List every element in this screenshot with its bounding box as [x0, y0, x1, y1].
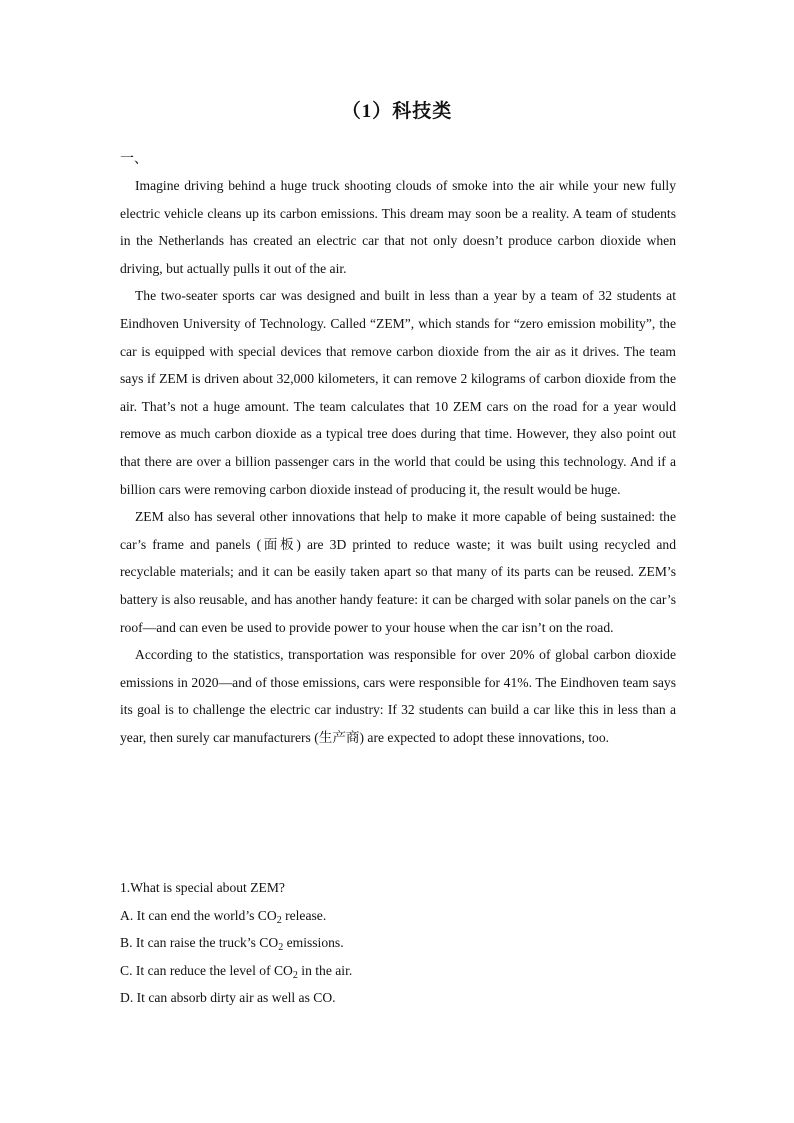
question-stem: 1.What is special about ZEM? — [120, 880, 285, 895]
paragraph-2: The two-seater sports car was designed and built in less than a year by a team of 32 students at Eindhoven University of Technology. Called “ZEM”, which stands for “zero emission mobility”, the car is equipped with special devices that remove carbon dioxide from the air as it drives. The team says if ZEM is driven about 32,000 kilometers, it can remove 2 kilograms of carbon dioxide from the air. That’s not a huge amount. The team calculates that 10 ZEM cars on the road for a year would remove as much carbon dioxide as a typical tree does during that time. However, they also point out that there are over a billion passenger cars in the world that could be using this technology. And if a billion cars were removing carbon dioxide instead of producing it, the result would be huge. — [120, 288, 676, 497]
section-number: 一、 — [120, 152, 148, 167]
option-d: D. It can absorb dirty air as well as CO. — [120, 990, 336, 1006]
paragraph-4: According to the statistics, transportation was responsible for over 20% of global carbon dioxide emissions in 2020—and of those emissions, cars were responsible for 41%. The Eindhoven team says its goal is to challenge the electric car industry: If 32 students can build a car like this in less than a year, then surely car manufacturers (生产商) are expected to adopt these innovations, too. — [120, 647, 676, 745]
passage — [120, 172, 676, 751]
option-b: B. It can raise the truck’s $CO_2$ emissions. — [120, 935, 344, 954]
question-block — [120, 874, 676, 1012]
paragraph-1: Imagine driving behind a huge truck shooting clouds of smoke into the air while your new fully electric vehicle cleans up its carbon emissions. This dream may soon be a reality. A team of students in the Netherlands has created an electric car that not only doesn’t produce carbon dioxide when driving, but actually pulls it out of the air. — [120, 178, 676, 276]
paragraph-3: ZEM also has several other innovations that help to make it more capable of being sustained: the car’s frame and panels (面板) are 3D printed to reduce waste; it was built using recycled and recyclable materials; and it can be easily taken apart so that many of its parts can be reused. ZEM’s battery is also reusable, and has another handy feature: it can be charged with solar panels on the car’s roof—and can even be used to provide power to your house when the car isn’t on the road. — [120, 509, 676, 635]
option-a: A. It can end the world’s $CO_2$ release. — [120, 907, 327, 926]
option-c: C. It can reduce the level of $CO_2$ in the air. — [120, 962, 353, 981]
page-title: （1）科技类 — [341, 101, 453, 122]
